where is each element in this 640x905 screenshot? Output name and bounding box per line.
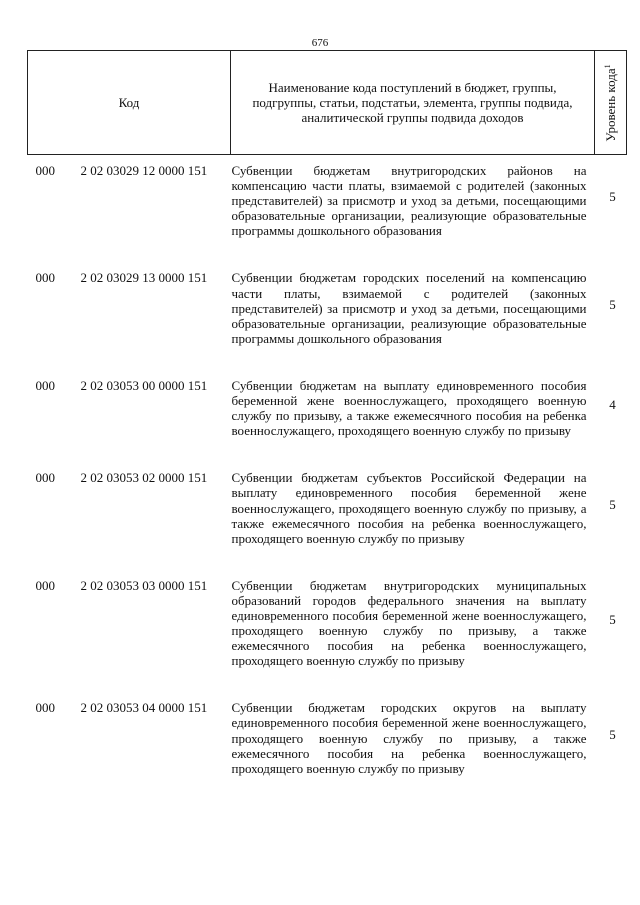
code-level: 5 [609, 611, 616, 627]
header-level [595, 51, 627, 155]
admin-code: 000 [35, 270, 55, 286]
revenue-code: 2 02 03029 12 0000 151 [80, 163, 208, 178]
revenue-code: 2 02 03029 13 0000 151 [80, 270, 208, 286]
table-row [28, 262, 627, 345]
admin-code: 000 [35, 700, 55, 716]
revenue-name: Субвенции бюджетам внутригородских муниципальных образований городов федерального значения на выплату единовременного пособия беременной жене военнослужащего, проходящего военную службу по призыву, а также ежемесячного пособия на ребенка военнослужащего, проходящего военную службу по призыву [231, 577, 587, 669]
code-level: 5 [609, 189, 616, 205]
page-number: 676 [311, 37, 329, 49]
header-level-footnote: 1 [602, 63, 612, 68]
code-cell [28, 155, 231, 239]
admin-code: 000 [35, 163, 55, 178]
header-code: Код [28, 51, 231, 155]
admin-code: 000 [35, 377, 55, 393]
code-cell [28, 692, 231, 775]
table-header-row [28, 51, 627, 155]
table-row [28, 692, 627, 775]
revenue-name: Субвенции бюджетам внутригородских районов на компенсацию части платы, взимаемой с родителей (законных представителей) за присмотр и уход за детьми, посещающими образовательные организации, реализующие образовательные программы дошкольного образования [231, 163, 587, 239]
revenue-code: 2 02 03053 02 0000 151 [80, 470, 208, 486]
admin-code: 000 [35, 470, 55, 486]
revenue-code: 2 02 03053 04 0000 151 [80, 700, 208, 716]
code-cell [28, 462, 231, 545]
revenue-name: Субвенции бюджетам городских поселений на компенсацию части платы, взимаемой с родителей (законных представителей) за присмотр и уход за детьми, посещающими образовательные организации, реализующие образовательные программы дошкольного образования [231, 270, 587, 346]
code-cell [28, 262, 231, 345]
revenue-code: 2 02 03053 00 0000 151 [80, 377, 208, 393]
table-row [28, 570, 627, 669]
header-name: Наименование кода поступлений в бюджет, группы, подгруппы, статьи, подстатьи, элемента, группы подвида, аналитической группы подвида доходов [231, 51, 595, 155]
table-row [28, 462, 627, 545]
revenue-name: Субвенции бюджетам на выплату единовременного пособия беременной жене военнослужащего, проходящего военную службу по призыву, а также ежемесячного пособия на ребенка военнослужащего, проходящего военную службу по призыву [231, 377, 587, 439]
revenue-codes-table [27, 50, 627, 776]
admin-code: 000 [35, 577, 55, 593]
code-level: 4 [609, 396, 616, 412]
revenue-name: Субвенции бюджетам субъектов Российской Федерации на выплату единовременного пособия беременной жене военнослужащего, проходящего военную службу по призыву, а также ежемесячного пособия на ребенка военнослужащего, проходящего военную службу по призыву [231, 470, 587, 546]
revenue-name: Субвенции бюджетам городских округов на выплату единовременного пособия беременной жене военнослужащего, проходящего военную службу по призыву, а также ежемесячного пособия на ребенка военнослужащего, проходящего военную службу по призыву [231, 700, 587, 776]
code-cell [28, 570, 231, 669]
table-row [28, 370, 627, 438]
revenue-code: 2 02 03053 03 0000 151 [80, 577, 208, 593]
code-level: 5 [609, 726, 616, 742]
code-level: 5 [609, 296, 616, 312]
code-level: 5 [609, 496, 616, 512]
table-row [28, 155, 627, 239]
code-cell [28, 370, 231, 438]
header-level-label: Уровень кода [602, 67, 618, 142]
